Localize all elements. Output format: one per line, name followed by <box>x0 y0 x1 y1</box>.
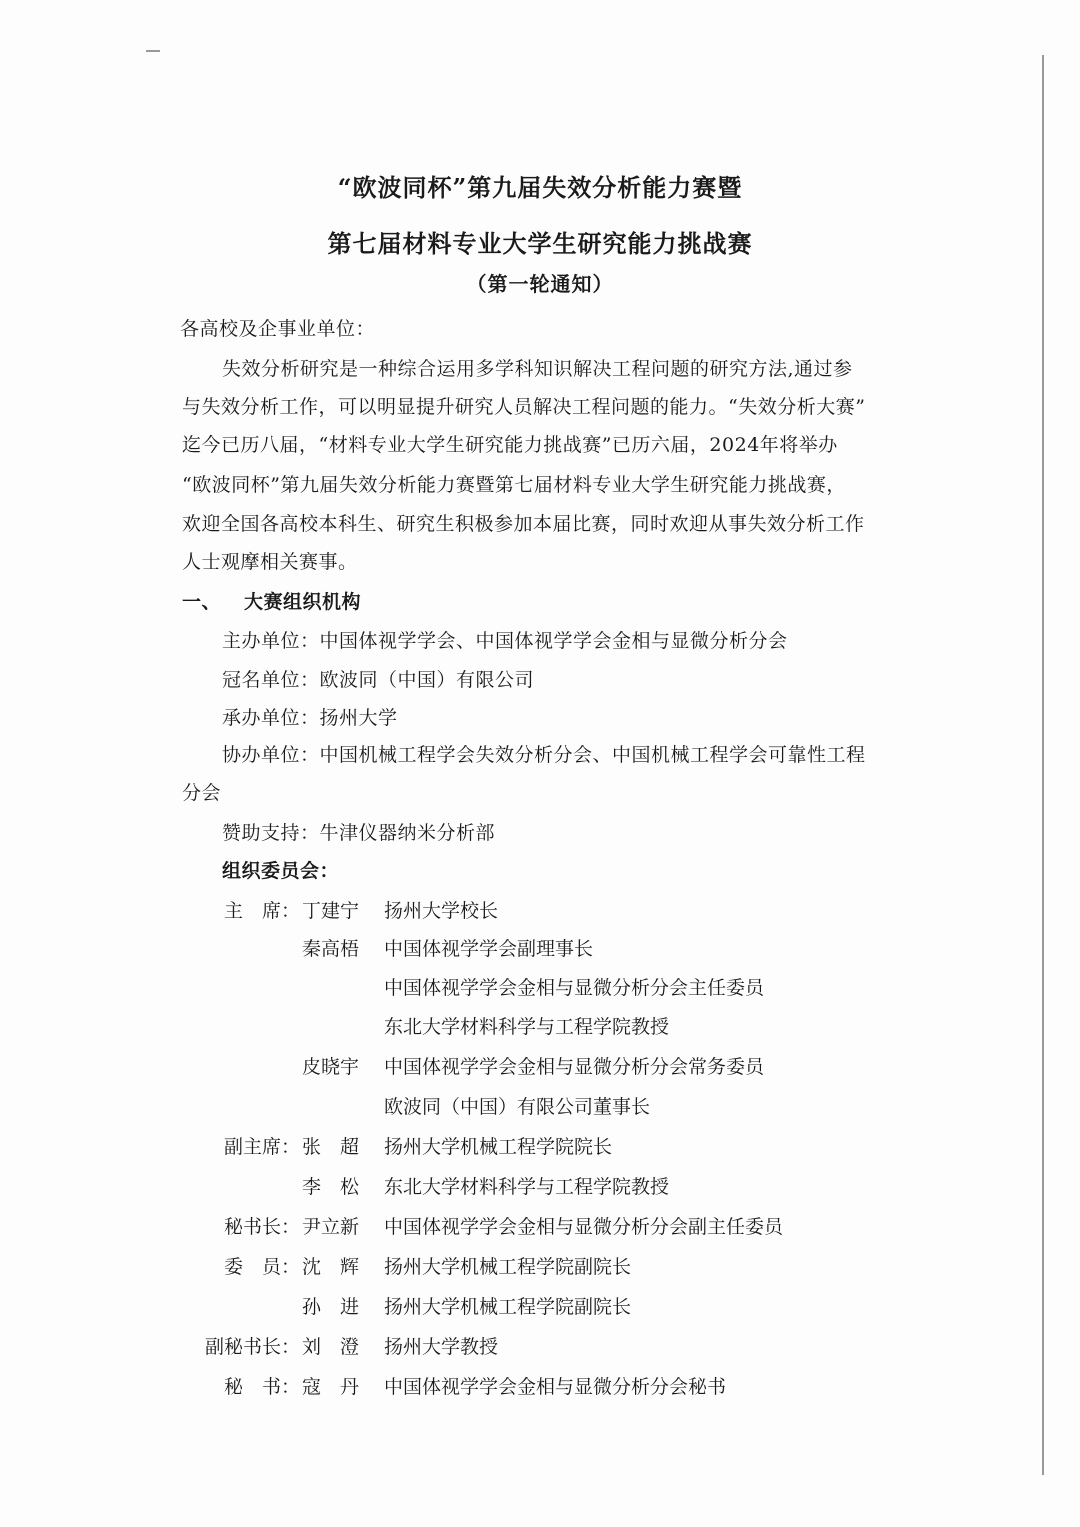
salutation: 各高校及企事业单位： <box>180 318 376 340</box>
intro-line-1: 失效分析研究是一种综合运用多学科知识解决工程问题的研究方法,通过参 <box>222 358 853 380</box>
co-organizer-line-2: 分会 <box>182 782 222 804</box>
committee-name: 张 超 <box>302 1136 360 1158</box>
host-unit: 主办单位：中国体视学学会、中国体视学学会金相与显微分析分会 <box>222 630 788 652</box>
committee-desc: 扬州大学机械工程学院副院长 <box>384 1296 632 1318</box>
sponsor-support: 赞助支持：牛津仪器纳米分析部 <box>222 822 496 844</box>
committee-name: 寇 丹 <box>302 1376 360 1398</box>
committee-role: 秘书长： <box>223 1216 300 1238</box>
scan-mark <box>146 50 160 52</box>
committee-desc: 中国体视学学会金相与显微分析分会主任委员 <box>384 977 765 999</box>
committee-heading: 组织委员会： <box>222 860 340 882</box>
committee-name: 沈 辉 <box>302 1256 360 1278</box>
intro-line-3: 迄今已历八届，“材料专业大学生研究能力挑战赛”已历六届，2024年将举办 <box>182 434 838 456</box>
committee-role: 委 员： <box>223 1256 300 1278</box>
committee-role: 主 席： <box>223 900 300 922</box>
title-sponsor: 冠名单位：欧波同（中国）有限公司 <box>222 669 535 691</box>
committee-desc: 欧波同（中国）有限公司董事长 <box>384 1096 651 1118</box>
committee-name: 皮晓宇 <box>302 1056 360 1078</box>
title-line-1: “欧波同杯”第九届失效分析能力赛暨 <box>337 173 743 202</box>
committee-name: 尹立新 <box>302 1216 360 1238</box>
committee-role: 秘 书： <box>223 1376 300 1398</box>
organizer-unit: 承办单位：扬州大学 <box>222 707 398 729</box>
committee-role: 副秘书长： <box>204 1336 300 1358</box>
intro-line-2: 与失效分析工作，可以明显提升研究人员解决工程问题的能力。“失效分析大赛” <box>182 396 866 418</box>
committee-desc: 中国体视学学会金相与显微分析分会常务委员 <box>384 1056 765 1078</box>
committee-name: 秦高梧 <box>302 938 360 960</box>
committee-role: 副主席： <box>223 1136 300 1158</box>
committee-desc: 中国体视学学会金相与显微分析分会副主任委员 <box>384 1216 784 1238</box>
committee-desc: 扬州大学机械工程学院副院长 <box>384 1256 632 1278</box>
section-heading: 大赛组织机构 <box>244 591 362 613</box>
committee-name: 丁建宁 <box>302 900 360 922</box>
committee-desc: 中国体视学学会副理事长 <box>384 938 594 960</box>
committee-desc: 东北大学材料科学与工程学院教授 <box>384 1016 670 1038</box>
co-organizer-line-1: 协办单位：中国机械工程学会失效分析分会、中国机械工程学会可靠性工程 <box>222 744 866 766</box>
committee-name: 刘 澄 <box>302 1336 360 1358</box>
committee-desc: 东北大学材料科学与工程学院教授 <box>384 1176 670 1198</box>
intro-line-6: 人士观摩相关赛事。 <box>182 551 358 573</box>
intro-line-4: “欧波同杯”第九届失效分析能力赛暨第七届材料专业大学生研究能力挑战赛， <box>182 474 846 496</box>
title-line-2: 第七届材料专业大学生研究能力挑战赛 <box>327 229 753 258</box>
title-line-3: （第一轮通知） <box>466 272 614 296</box>
committee-desc: 扬州大学机械工程学院院长 <box>384 1136 613 1158</box>
intro-line-5: 欢迎全国各高校本科生、研究生积极参加本届比赛，同时欢迎从事失效分析工作 <box>182 513 865 535</box>
committee-desc: 中国体视学学会金相与显微分析分会秘书 <box>384 1376 727 1398</box>
committee-desc: 扬州大学教授 <box>384 1336 499 1358</box>
section-number: 一、 <box>182 591 222 613</box>
committee-name: 孙 进 <box>302 1296 360 1318</box>
committee-name: 李 松 <box>302 1176 360 1198</box>
committee-desc: 扬州大学校长 <box>384 900 499 922</box>
